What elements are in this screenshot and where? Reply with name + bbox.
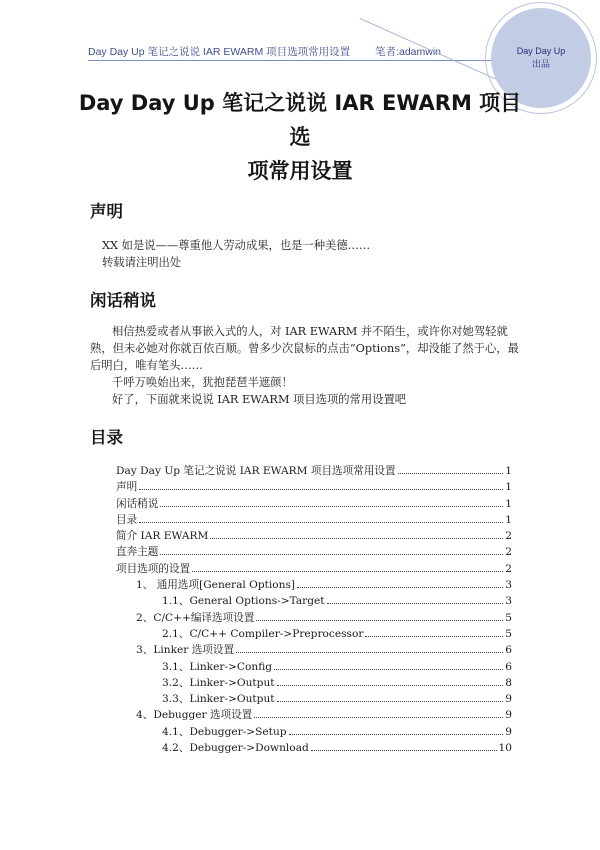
toc-entry[interactable]: [116, 691, 512, 707]
toc-entry[interactable]: [116, 561, 512, 577]
toc-entry[interactable]: [116, 675, 512, 691]
toc-entry-label: 项目选项的设置: [116, 562, 191, 575]
toc-entry-page: 1: [505, 481, 512, 494]
toc-entry-label: 直奔主题: [116, 546, 159, 559]
table-of-contents: [116, 463, 512, 756]
declaration-line2: 转载请注明出处: [102, 256, 182, 269]
toc-entry-label: 4、Debugger 选项设置: [136, 709, 253, 722]
toc-leader-dots: [254, 707, 503, 718]
toc-entry-page: 3: [505, 579, 512, 592]
toc-entry-label: 3.2、Linker->Output: [162, 676, 275, 689]
chat-paragraph3: 好了，下面就来说说 IAR EWARM 项目选项的常用设置吧: [112, 393, 407, 406]
document-title: [70, 86, 530, 188]
toc-entry-page: 2: [505, 546, 512, 559]
toc-entry-label: 目录: [116, 513, 138, 526]
toc-entry-label: 2、C/C++编译选项设置: [136, 611, 255, 624]
chat-text: [90, 323, 520, 408]
heading-toc: 目录: [90, 428, 123, 447]
toc-entry-label: 2.1、C/C++ Compiler->Preprocessor: [162, 627, 364, 640]
toc-entry[interactable]: [116, 528, 512, 544]
badge-line2: 出品: [531, 59, 550, 69]
toc-entry-label: 闲话稍说: [116, 497, 159, 510]
toc-entry[interactable]: [116, 496, 512, 512]
header-author: 笔者:adamwin: [375, 46, 442, 58]
toc-entry-page: 5: [505, 627, 512, 640]
toc-entry-page: 8: [505, 676, 512, 689]
chat-paragraph1: 相信热爱或者从事嵌入式的人，对 IAR EWARM 并不陌生，或许你对她驾轻就熟，但未必她对你就百依百顺。曾多少次鼠标的点击“Options”，却没能了然于心，最后明白，唯有笔头……: [90, 325, 519, 372]
title-line1: Day Day Up 笔记之说说 IAR EWARM 项目选: [78, 91, 522, 149]
heading-declaration: 声明: [90, 202, 123, 221]
toc-entry[interactable]: [116, 724, 512, 740]
toc-entry[interactable]: [116, 463, 512, 479]
toc-leader-dots: [327, 593, 504, 604]
toc-entry-page: 9: [505, 693, 512, 706]
toc-leader-dots: [274, 659, 503, 670]
toc-leader-dots: [398, 463, 504, 474]
title-line2: 项常用设置: [247, 159, 353, 183]
toc-entry-label: 1.1、General Options->Target: [162, 595, 325, 608]
toc-entry-page: 1: [505, 513, 512, 526]
declaration-line1: XX 如是说——尊重他人劳动成果，也是一种美德……: [102, 239, 371, 252]
toc-leader-dots: [160, 496, 503, 507]
toc-entry-page: 2: [505, 530, 512, 543]
toc-entry[interactable]: [116, 642, 512, 658]
toc-entry-page: 3: [505, 595, 512, 608]
toc-entry[interactable]: [116, 577, 512, 593]
badge-line1: Day Day Up: [516, 46, 566, 57]
toc-entry-page: 9: [505, 709, 512, 722]
toc-leader-dots: [277, 675, 504, 686]
toc-entry[interactable]: [116, 593, 512, 609]
heading-chat: 闲话稍说: [90, 291, 156, 310]
toc-leader-dots: [139, 512, 503, 523]
toc-entry[interactable]: [116, 626, 512, 642]
toc-entry-page: 6: [505, 660, 512, 673]
toc-entry-label: 3、Linker 选项设置: [136, 644, 235, 657]
toc-entry-label: 3.3、Linker->Output: [162, 693, 275, 706]
declaration-text: [102, 237, 532, 271]
toc-entry-label: 4.2、Debugger->Download: [162, 742, 309, 755]
toc-entry-page: 9: [505, 725, 512, 738]
toc-leader-dots: [289, 724, 504, 735]
toc-entry-page: 1: [505, 497, 512, 510]
running-header: [88, 44, 441, 59]
header-title: Day Day Up 笔记之说说 IAR EWARM 项目选项常用设置: [88, 46, 351, 58]
toc-entry-page: 2: [505, 562, 512, 575]
toc-entry[interactable]: [116, 707, 512, 723]
toc-leader-dots: [236, 642, 503, 653]
toc-entry[interactable]: [116, 659, 512, 675]
toc-leader-dots: [311, 740, 497, 751]
toc-entry[interactable]: [116, 512, 512, 528]
toc-entry[interactable]: [116, 740, 512, 756]
toc-leader-dots: [297, 577, 503, 588]
toc-leader-dots: [365, 626, 503, 637]
toc-entry-page: 6: [505, 644, 512, 657]
toc-entry-label: 4.1、Debugger->Setup: [162, 725, 287, 738]
toc-entry-label: 声明: [116, 481, 138, 494]
toc-leader-dots: [160, 544, 503, 555]
toc-leader-dots: [256, 610, 503, 621]
toc-leader-dots: [139, 479, 503, 490]
header-rule: [88, 60, 498, 61]
toc-entry[interactable]: [116, 544, 512, 560]
toc-entry-label: 简介 IAR EWARM: [116, 530, 209, 543]
toc-entry-label: 3.1、Linker->Config: [162, 660, 273, 673]
toc-entry-page: 5: [505, 611, 512, 624]
toc-entry-label: Day Day Up 笔记之说说 IAR EWARM 项目选项常用设置: [116, 465, 396, 477]
toc-entry[interactable]: [116, 479, 512, 495]
toc-leader-dots: [192, 561, 503, 572]
toc-entry-label: 1、 通用选项[General Options]: [136, 579, 296, 592]
toc-entry-page: 1: [505, 465, 512, 477]
chat-paragraph2: 千呼万唤始出来，犹抱琵琶半遮颜！: [112, 376, 293, 389]
toc-leader-dots: [277, 691, 504, 702]
toc-entry[interactable]: [116, 610, 512, 626]
toc-entry-page: 10: [498, 742, 512, 755]
toc-leader-dots: [210, 528, 503, 539]
